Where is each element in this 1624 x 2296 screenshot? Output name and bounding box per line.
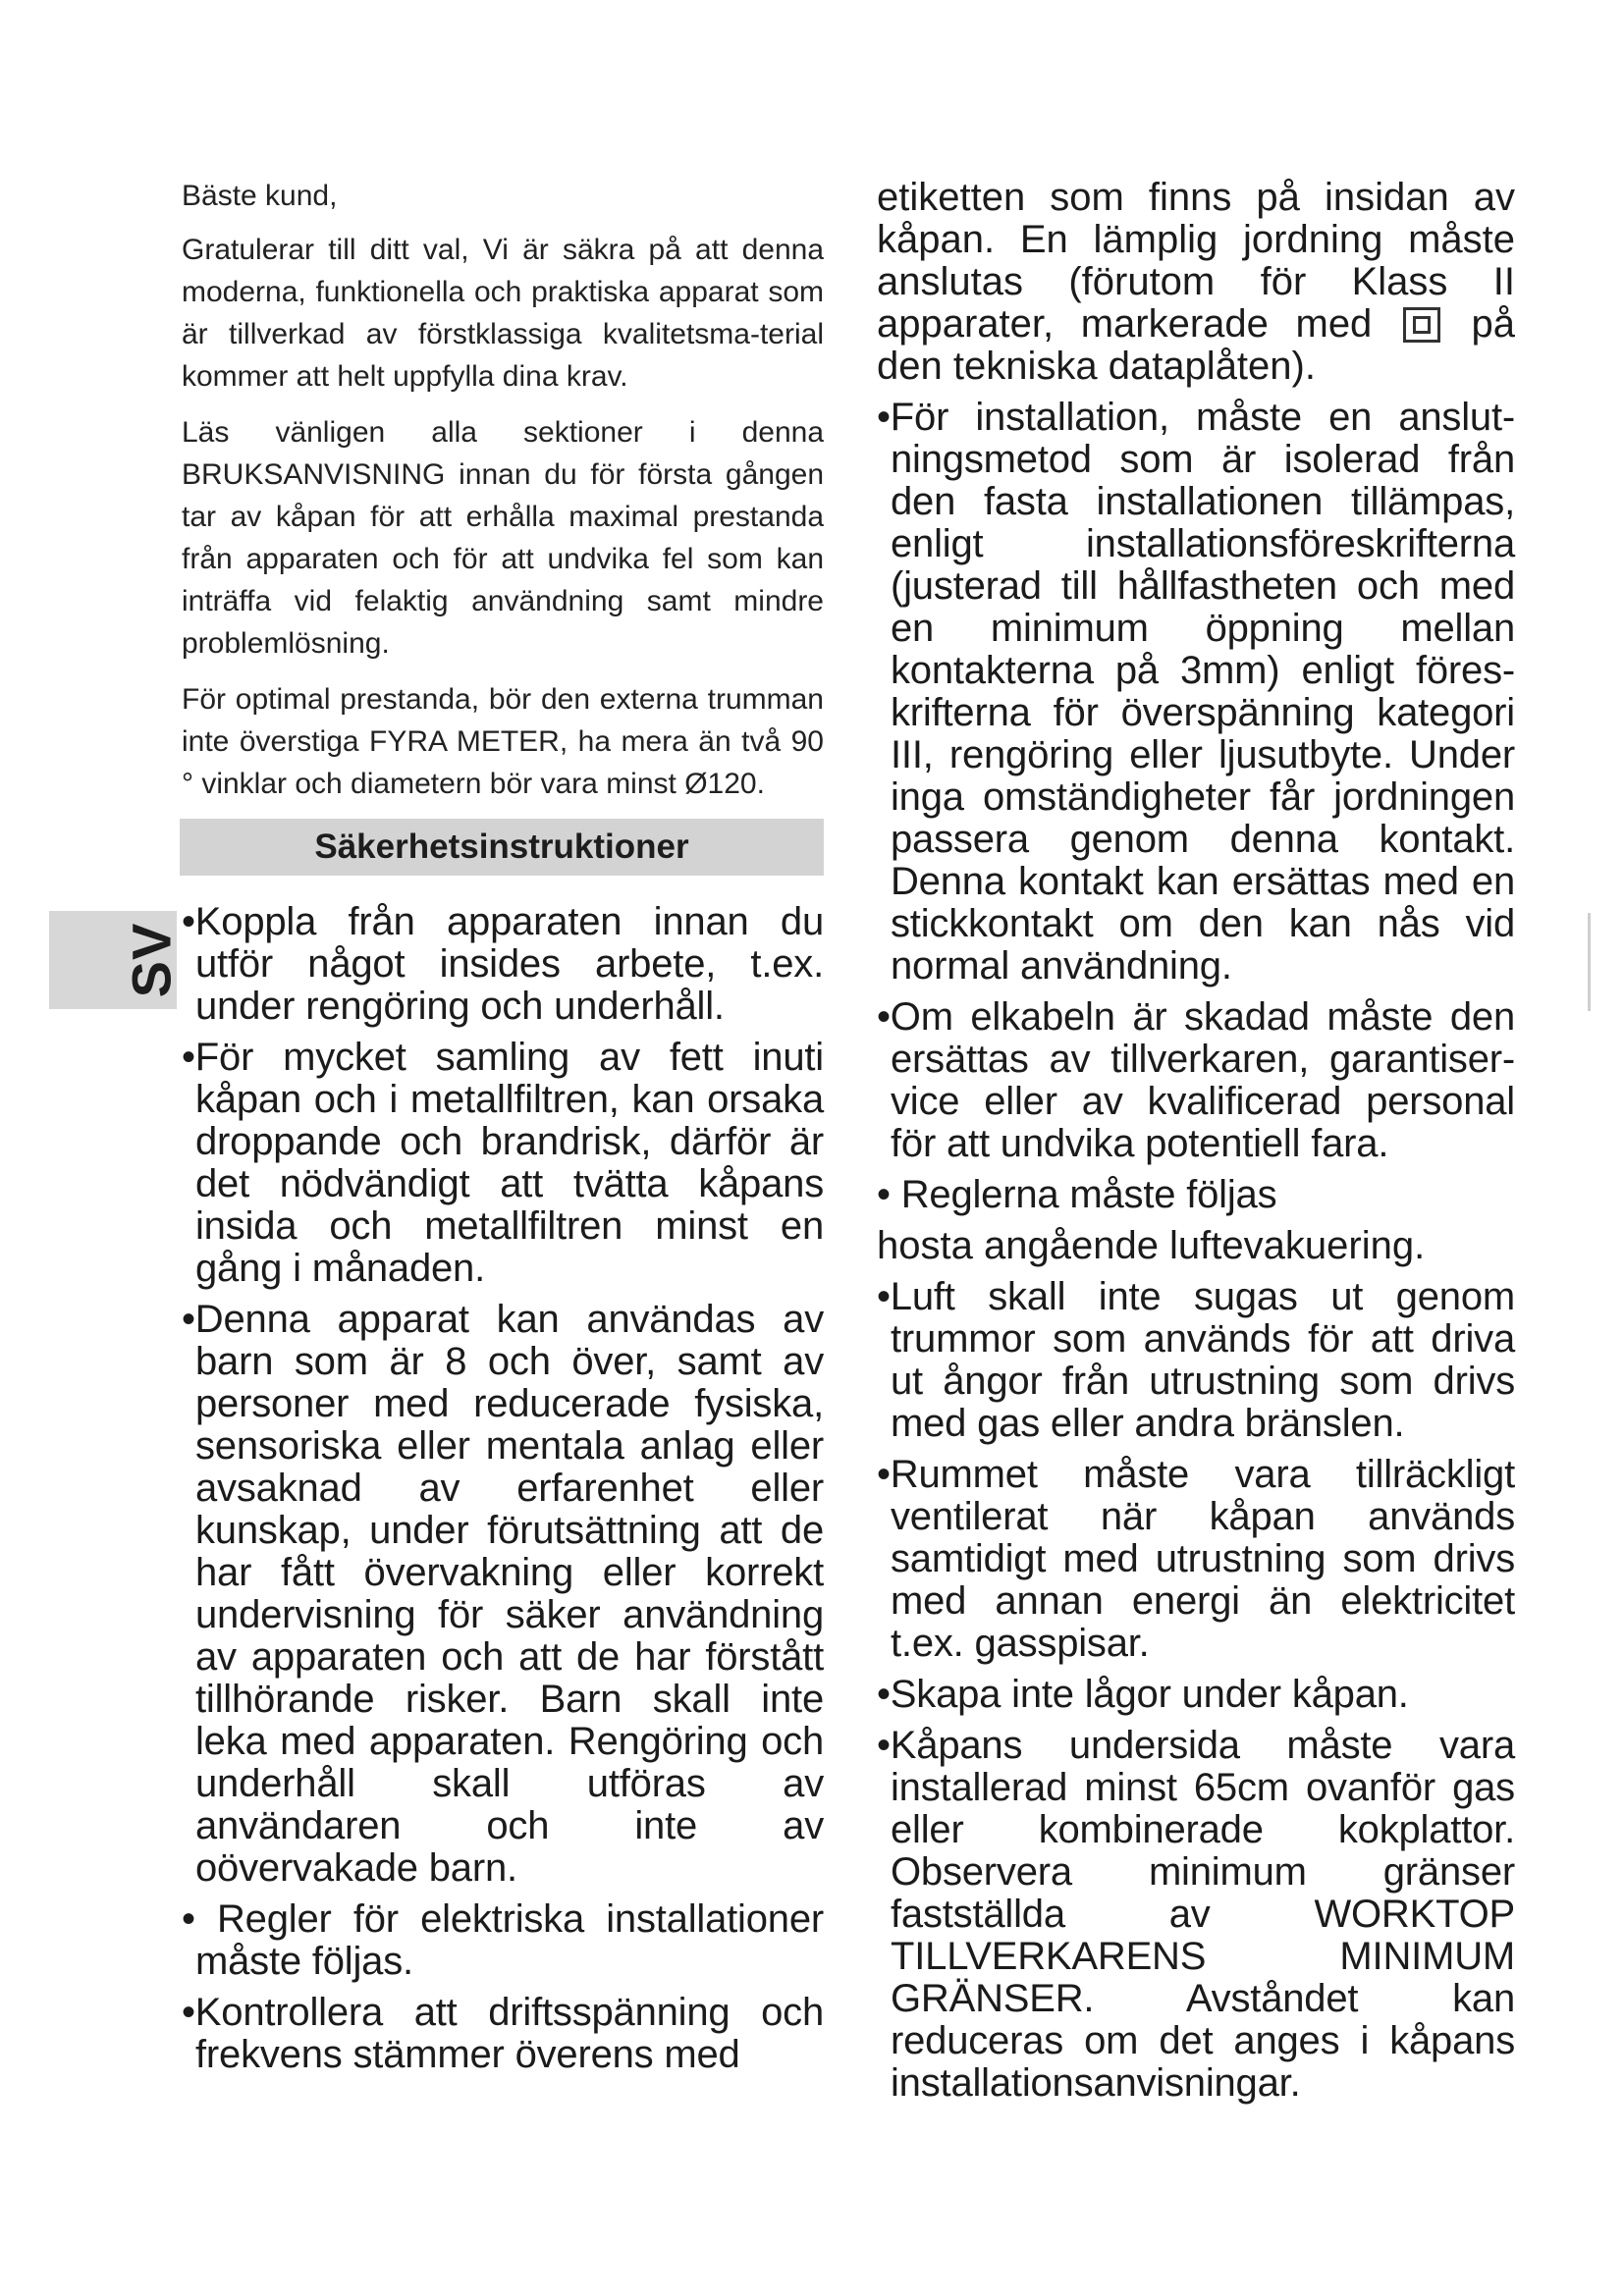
safety-item-installation: •För installation, måste en anslut-ningsmetod som är isolerad från den fasta installationen tillämpas, enligt installationsföreskrifterna (justerad till hållfastheten och med en minimum öppning mellan kontakterna på 3mm) enligt föres-krifterna för överspänning kategori III, rengöring eller ljusutbyte. Under inga omständigheter får jordningen passera genom denna kontakt. Denna kontakt kan ersättas med en stickkontakt om den kan nås vid normal användning. bbox=[877, 396, 1515, 988]
safety-item-rules: • Reglerna måste följas bbox=[877, 1173, 1277, 1216]
continuation-text: etiketten som finns på insidan av kåpan. En lämplig jordning måste anslutas (förutom för Klass II apparater, markerade med bbox=[877, 176, 1515, 346]
greeting: Bäste kund, bbox=[182, 180, 338, 212]
left-column bbox=[182, 175, 824, 2085]
language-tab-label: SV bbox=[120, 922, 183, 998]
safety-item-electrical-rules: • Regler för elektriska installationer måste följas. bbox=[182, 1897, 824, 1983]
safety-item-ventilation: •Rummet måste vara tillräckligt ventilerat när kåpan används samtidigt med utrustning som drivs med annan energi än elektricitet t.ex. gasspisar. bbox=[877, 1453, 1515, 1665]
safety-item-air-ducts: •Luft skall inte sugas ut genom trummor som används för att driva ut ångor från utrustning som drivs med gas eller andra bränslen. bbox=[877, 1275, 1515, 1445]
safety-item-voltage: •Kontrollera att driftsspänning och frekvens stämmer överens med bbox=[182, 1991, 824, 2076]
safety-item-no-flames: •Skapa inte lågor under kåpan. bbox=[877, 1673, 1409, 1716]
safety-item-disconnect: •Koppla från apparaten innan du utför något insides arbete, t.ex. under rengöring och underhåll. bbox=[182, 900, 824, 1028]
safety-item-power-cable: •Om elkabeln är skadad måste den ersättas av tillverkaren, garantiser-vice eller av kvalificerad personal för att undvika potentiell fara. bbox=[877, 995, 1515, 1165]
right-column bbox=[877, 177, 1515, 2113]
section-heading-safety: Säkerhetsinstruktioner bbox=[180, 819, 824, 876]
class-ii-symbol-icon bbox=[1403, 307, 1440, 343]
safety-item-height: •Kåpans undersida måste vara installerad minst 65cm ovanför gas eller kombinerade kokplattor. Observera minimum gränser fastställda av WORKTOP TILLVERKARENS MINIMUM GRÄNSER. Avståndet kan reduceras om det anges i kåpans installationsanvisningar. bbox=[877, 1724, 1515, 2105]
safety-item-grease: •För mycket samling av fett inuti kåpan och i metallfiltren, kan orsaka droppande och brandrisk, därför är det nödvändigt att tvätta kåpans insida och metallfiltren minst en gång i månaden. bbox=[182, 1036, 824, 1290]
continuation-paragraph bbox=[877, 177, 1515, 388]
intro-paragraph-2: Läs vänligen alla sektioner i denna BRUKSANVISNING innan du för första gången tar av kåpan för att erhålla maximal prestanda från apparaten och för att undvika fel som kan inträffa vid felaktig användning samt mindre problemlösning. bbox=[182, 416, 824, 660]
page-edge-marker bbox=[1588, 913, 1591, 1011]
intro-paragraph-1: Gratulerar till ditt val, Vi är säkra på att denna moderna, funktionella och praktiska apparat som är tillverkad av förstklassiga kvalitetsma-terial kommer att helt uppfylla dina krav. bbox=[182, 234, 824, 393]
intro-paragraph-3: För optimal prestanda, bör den externa trumman inte överstiga FYRA METER, ha mera än två 90 ° vinklar och diametern bör vara minst Ø120. bbox=[182, 683, 824, 800]
continuation-text-end: på den tekniska dataplåten). bbox=[877, 302, 1515, 388]
rules-continuation: hosta angående luftevakuering. bbox=[877, 1224, 1426, 1267]
safety-item-children: •Denna apparat kan användas av barn som är 8 och över, samt av personer med reducerade fysiska, sensoriska eller mentala anlag eller avsaknad av erfarenhet eller kunskap, under förutsättning att de har fått övervakning eller korrekt undervisning för säker användning av apparaten och att de har förstått tillhörande risker. Barn skall inte leka med apparaten. Rengöring och underhåll skall utföras av användaren och inte av oövervakade barn. bbox=[182, 1298, 824, 1890]
